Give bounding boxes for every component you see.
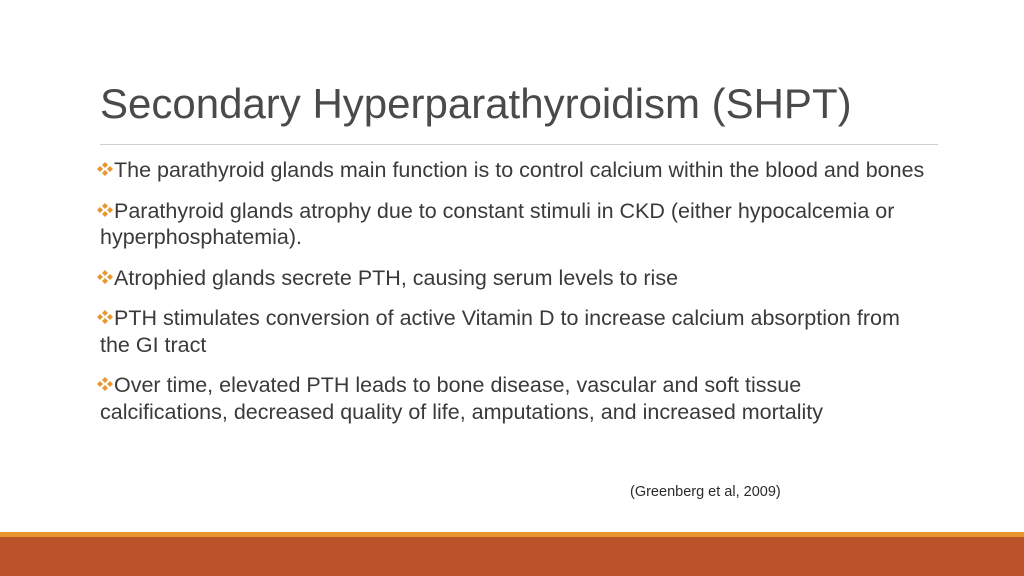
title-divider — [100, 144, 938, 145]
four-diamond-bullet-icon — [96, 203, 114, 217]
slide-title: Secondary Hyperparathyroidism (SHPT) — [100, 80, 852, 127]
four-diamond-bullet-icon — [96, 310, 114, 324]
four-diamond-bullet-icon — [96, 270, 114, 284]
bullet-item-4 — [92, 305, 932, 358]
bullet-item-2 — [92, 198, 932, 251]
bullet-item-3 — [92, 265, 932, 292]
bullet-text-1: The parathyroid glands main function is to control calcium within the blood and bones — [114, 158, 925, 182]
bullet-item-1 — [92, 157, 932, 184]
four-diamond-bullet-icon — [96, 377, 114, 391]
bullet-text-5: Over time, elevated PTH leads to bone disease, vascular and soft tissue calcifications, decreased quality of life, amputations, and increased mortality — [100, 373, 824, 424]
citation: (Greenberg et al, 2009) — [630, 484, 781, 500]
bullet-list — [92, 157, 932, 439]
bullet-text-4: PTH stimulates conversion of active Vitamin D to increase calcium absorption from the GI tract — [100, 306, 900, 357]
footer-band — [0, 537, 1024, 576]
bullet-text-3: Atrophied glands secrete PTH, causing serum levels to rise — [114, 265, 679, 290]
bullet-item-5 — [92, 372, 932, 425]
four-diamond-bullet-icon — [96, 162, 114, 176]
bullet-text-2: Parathyroid glands atrophy due to constant stimuli in CKD (either hypocalcemia or hyperphosphatemia). — [100, 198, 895, 249]
